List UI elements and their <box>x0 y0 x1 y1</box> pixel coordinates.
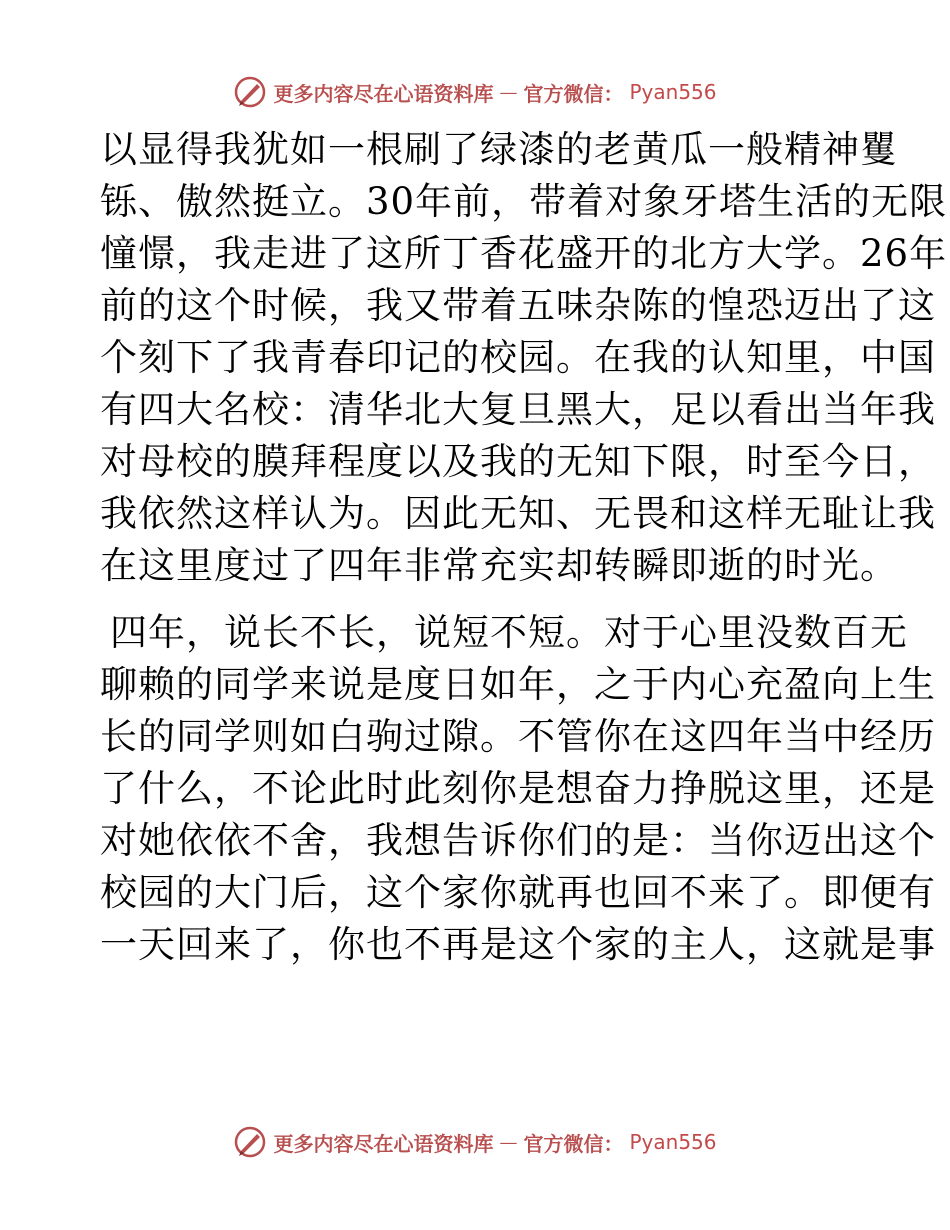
document-body <box>100 124 948 971</box>
text-line: 长的同学则如白驹过隙。不管你在这四年当中经历 <box>100 715 936 758</box>
paragraph-spacer <box>100 592 852 607</box>
text-line: 对母校的膜拜程度以及我的无知下限，时至今日， <box>100 440 936 483</box>
text-line: 铄、傲然挺立。30年前，带着对象牙塔生活的无限 <box>100 180 948 223</box>
text-line: 在这里度过了四年非常充实却转瞬即逝的时光。 <box>100 544 898 587</box>
text-line: 了什么，不论此时此刻你是想奋力挣脱这里，还是 <box>100 767 936 810</box>
paragraph-2 <box>100 607 936 971</box>
pen-logo-icon <box>233 1125 267 1159</box>
pen-logo-icon <box>233 75 267 109</box>
watermark-label: 官方微信： <box>523 81 624 106</box>
text-line: 我依然这样认为。因此无知、无畏和这样无耻让我 <box>100 492 936 535</box>
watermark-label: 官方微信： <box>523 1131 624 1156</box>
text-line: 聊赖的同学来说是度日如年，之于内心充盈向上生 <box>100 663 936 706</box>
text-line: 前的这个时候，我又带着五味杂陈的惶恐迈出了这 <box>100 284 936 327</box>
footer-watermark <box>0 1122 950 1162</box>
watermark-separator: — <box>499 81 518 103</box>
text-line: 憧憬，我走进了这所丁香花盛开的北方大学。26年 <box>100 232 948 275</box>
paragraph-1 <box>100 124 948 592</box>
watermark-handle: Pyan556 <box>629 1130 717 1154</box>
header-watermark <box>0 72 950 112</box>
text-line: 校园的大门后，这个家你就再也回不来了。即便有 <box>100 871 936 914</box>
text-line: 四年，说长不长，说短不短。对于心里没数百无 <box>110 611 908 654</box>
watermark-brand: 更多内容尽在心语资料库 <box>273 1131 494 1156</box>
text-line: 以显得我犹如一根刷了绿漆的老黄瓜一般精神矍 <box>100 128 898 171</box>
text-line: 对她依依不舍，我想告诉你们的是：当你迈出这个 <box>100 819 936 862</box>
text-line: 一天回来了，你也不再是这个家的主人，这就是事 <box>100 923 936 966</box>
text-line: 个刻下了我青春印记的校园。在我的认知里，中国 <box>100 336 936 379</box>
watermark-brand: 更多内容尽在心语资料库 <box>273 81 494 106</box>
text-line: 有四大名校：清华北大复旦黑大，足以看出当年我 <box>100 388 936 431</box>
watermark-separator: — <box>499 1131 518 1153</box>
watermark-handle: Pyan556 <box>629 80 717 104</box>
